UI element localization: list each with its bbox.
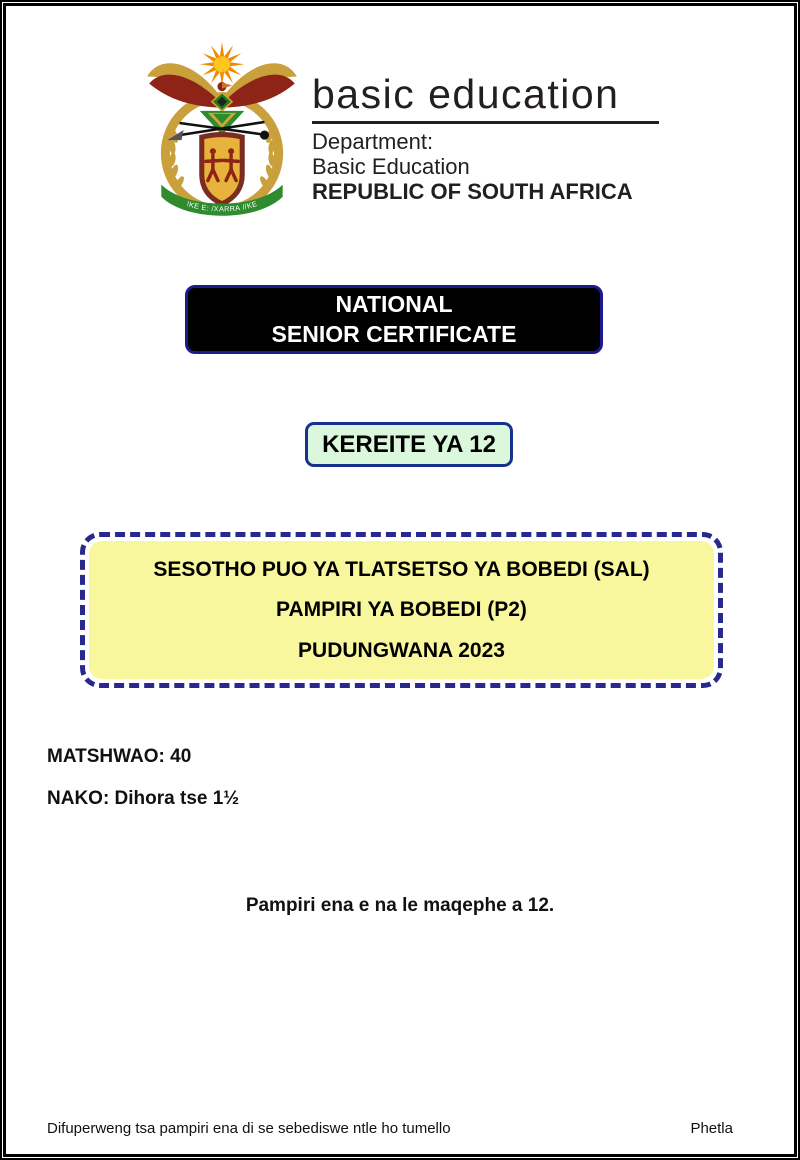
- paper-title: PAMPIRI YA BOBEDI (P2): [276, 598, 527, 621]
- wordmark-underline: [312, 121, 659, 124]
- subject-title: SESOTHO PUO YA TLATSETSO YA BOBEDI (SAL): [153, 557, 650, 581]
- shield-icon: [202, 135, 242, 204]
- subject-box-inner: [89, 541, 714, 679]
- certificate-banner-line1: NATIONAL: [335, 290, 453, 317]
- department-header: [312, 72, 672, 205]
- marks-line: MATSHWAO: 40: [47, 746, 192, 767]
- wordmark: basic education: [312, 71, 620, 117]
- grade-badge-label: KEREITE YA 12: [322, 430, 496, 458]
- session-title: PUDUNGWANA 2023: [298, 638, 505, 662]
- pages-note: Pampiri ena e na le maqephe a 12.: [245, 895, 555, 916]
- time-line: NAKO: Dihora tse 1½: [47, 788, 240, 809]
- department-label: Department:: [312, 129, 434, 155]
- coat-of-arms-logo: [140, 36, 304, 218]
- grade-badge: [305, 422, 513, 467]
- certificate-banner: [185, 285, 603, 354]
- footer-turn-over: Phetla: [690, 1120, 733, 1137]
- coat-of-arms-icon: [140, 36, 304, 218]
- footer-copyright: Difuperweng tsa pampiri ena di se sebediswe ntle ho tumello: [47, 1120, 451, 1137]
- republic-line: REPUBLIC OF SOUTH AFRICA: [312, 178, 633, 204]
- certificate-banner-line2: SENIOR CERTIFICATE: [271, 320, 517, 347]
- subject-box: [80, 532, 723, 688]
- coat-of-arms-motto: !KE E: /XARRA //KE: [185, 198, 259, 214]
- department-name: Basic Education: [312, 153, 470, 179]
